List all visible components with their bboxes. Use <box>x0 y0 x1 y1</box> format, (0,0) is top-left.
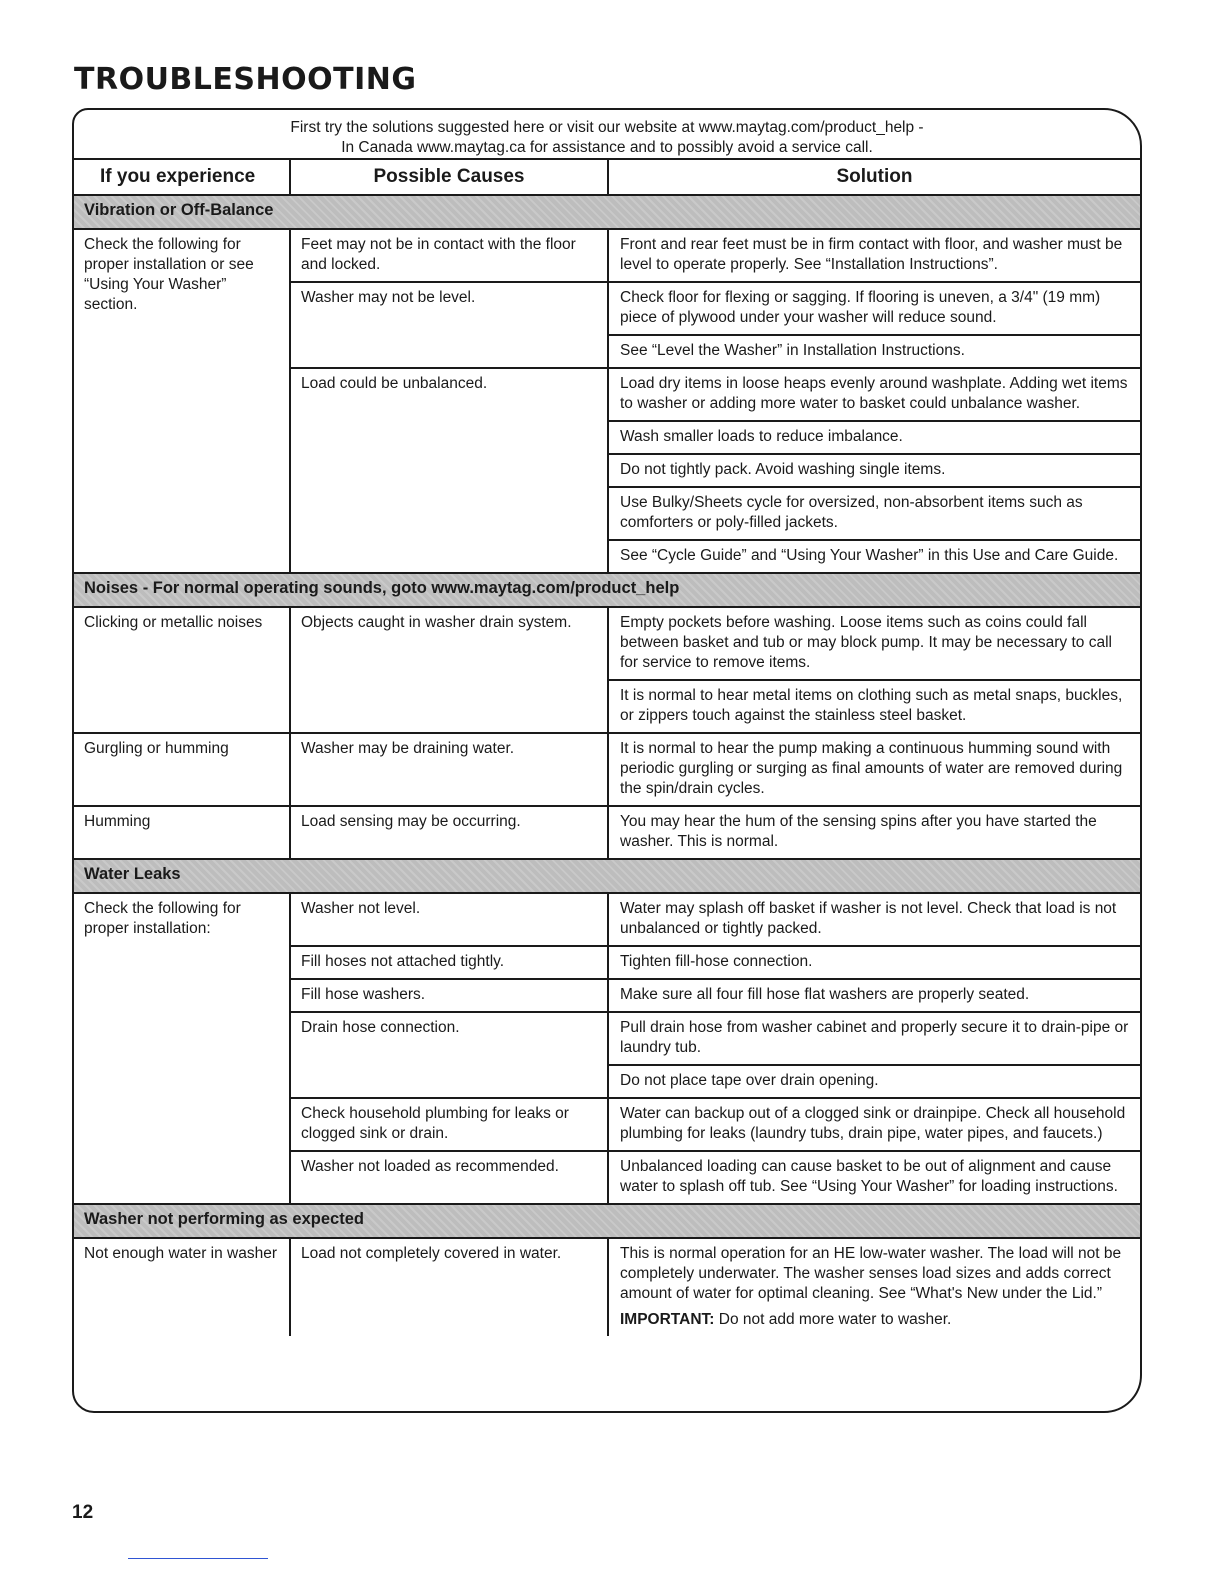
solution-cell: Front and rear feet must be in firm contact with floor, and washer must be level to operate properly. See “Installation Instructions”. <box>608 229 1140 282</box>
cause-cell: Load could be unbalanced. <box>290 368 608 573</box>
cause-cell: Objects caught in washer drain system. <box>290 607 608 733</box>
cause-cell: Washer may not be level. <box>290 282 608 368</box>
solution-cell: Wash smaller loads to reduce imbalance. <box>608 421 1140 454</box>
table-row <box>74 806 1140 859</box>
solution-cell: Do not place tape over drain opening. <box>608 1065 1140 1098</box>
solution-cell: It is normal to hear metal items on clothing such as metal snaps, buckles, or zippers touch against the stainless steel basket. <box>608 680 1140 733</box>
experience-cell: Check the following for proper installation or see “Using Your Washer” section. <box>74 229 290 573</box>
table-row <box>74 229 1140 282</box>
header-row <box>74 160 1140 195</box>
solution-cell: Water can backup out of a clogged sink or drainpipe. Check all household plumbing for leaks (laundry tubs, drain pipe, water pipes, and faucets.) <box>608 1098 1140 1151</box>
cause-cell: Washer not level. <box>290 893 608 946</box>
section-title: Vibration or Off-Balance <box>74 195 1140 229</box>
cause-cell: Washer may be draining water. <box>290 733 608 806</box>
troubleshooting-table-frame <box>72 108 1142 1413</box>
experience-cell: Humming <box>74 806 290 859</box>
cause-cell: Fill hoses not attached tightly. <box>290 946 608 979</box>
experience-cell: Gurgling or humming <box>74 733 290 806</box>
table-row <box>74 893 1140 946</box>
header-solution: Solution <box>608 160 1140 195</box>
header-experience: If you experience <box>74 160 290 195</box>
important-label: IMPORTANT: <box>620 1311 715 1328</box>
solution-cell: See “Level the Washer” in Installation Instructions. <box>608 335 1140 368</box>
section-noises <box>74 573 1140 607</box>
page-title: TROUBLESHOOTING <box>74 62 417 97</box>
cause-cell: Check household plumbing for leaks or clogged sink or drain. <box>290 1098 608 1151</box>
solution-cell: Make sure all four fill hose flat washers are properly seated. <box>608 979 1140 1012</box>
cause-cell: Drain hose connection. <box>290 1012 608 1098</box>
table-row <box>74 1238 1140 1336</box>
solution-cell: Tighten fill-hose connection. <box>608 946 1140 979</box>
section-water-leaks <box>74 859 1140 893</box>
cause-cell: Load sensing may be occurring. <box>290 806 608 859</box>
section-title: Washer not performing as expected <box>74 1204 1140 1238</box>
experience-cell: Check the following for proper installation: <box>74 893 290 1204</box>
section-vibration <box>74 195 1140 229</box>
important-text: Do not add more water to washer. <box>714 1311 952 1328</box>
solution-cell: Do not tightly pack. Avoid washing single items. <box>608 454 1140 487</box>
section-washer-not-performing <box>74 1204 1140 1238</box>
important-note <box>620 1310 1132 1330</box>
table-row <box>74 733 1140 806</box>
experience-cell: Not enough water in washer <box>74 1238 290 1336</box>
solution-cell: Load dry items in loose heaps evenly around washplate. Adding wet items to washer or adding more water to basket could unbalance washer. <box>608 368 1140 421</box>
solution-cell: Unbalanced loading can cause basket to be out of alignment and cause water to splash off tub. See “Using Your Washer” for loading instructions. <box>608 1151 1140 1204</box>
intro-line-2: In Canada www.maytag.ca for assistance and to possibly avoid a service call. <box>341 139 873 156</box>
solution-cell: See “Cycle Guide” and “Using Your Washer” in this Use and Care Guide. <box>608 540 1140 573</box>
solution-cell: Empty pockets before washing. Loose items such as coins could fall between basket and tub or may block pump. It may be necessary to call for service to remove items. <box>608 607 1140 680</box>
intro-text <box>74 110 1140 160</box>
section-title: Noises - For normal operating sounds, goto www.maytag.com/product_help <box>74 573 1140 607</box>
solution-cell: Check floor for flexing or sagging. If flooring is uneven, a 3/4" (19 mm) piece of plywood under your washer will reduce sound. <box>608 282 1140 335</box>
solution-cell <box>608 1238 1140 1336</box>
table-row <box>74 607 1140 680</box>
cause-cell: Washer not loaded as recommended. <box>290 1151 608 1204</box>
solution-cell: Use Bulky/Sheets cycle for oversized, non-absorbent items such as comforters or poly-filled jackets. <box>608 487 1140 540</box>
cause-cell: Feet may not be in contact with the floor and locked. <box>290 229 608 282</box>
solution-cell: Water may splash off basket if washer is not level. Check that load is not unbalanced or tightly packed. <box>608 893 1140 946</box>
header-causes: Possible Causes <box>290 160 608 195</box>
solution-text: This is normal operation for an HE low-water washer. The load will not be completely underwater. The washer senses load sizes and adds correct amount of water for optimal cleaning. See “What's New under the Lid.” <box>620 1245 1122 1302</box>
intro-line-1: First try the solutions suggested here or visit our website at www.maytag.com/product_help - <box>290 119 924 136</box>
footer-rule <box>128 1558 268 1559</box>
cause-cell: Fill hose washers. <box>290 979 608 1012</box>
section-title: Water Leaks <box>74 859 1140 893</box>
solution-cell: Pull drain hose from washer cabinet and properly secure it to drain-pipe or laundry tub. <box>608 1012 1140 1065</box>
cause-cell: Load not completely covered in water. <box>290 1238 608 1336</box>
solution-cell: You may hear the hum of the sensing spins after you have started the washer. This is normal. <box>608 806 1140 859</box>
experience-cell: Clicking or metallic noises <box>74 607 290 733</box>
page-number: 12 <box>72 1502 94 1523</box>
solution-cell: It is normal to hear the pump making a continuous humming sound with periodic gurgling or surging as final amounts of water are removed during the spin/drain cycles. <box>608 733 1140 806</box>
troubleshooting-table <box>74 160 1140 1336</box>
